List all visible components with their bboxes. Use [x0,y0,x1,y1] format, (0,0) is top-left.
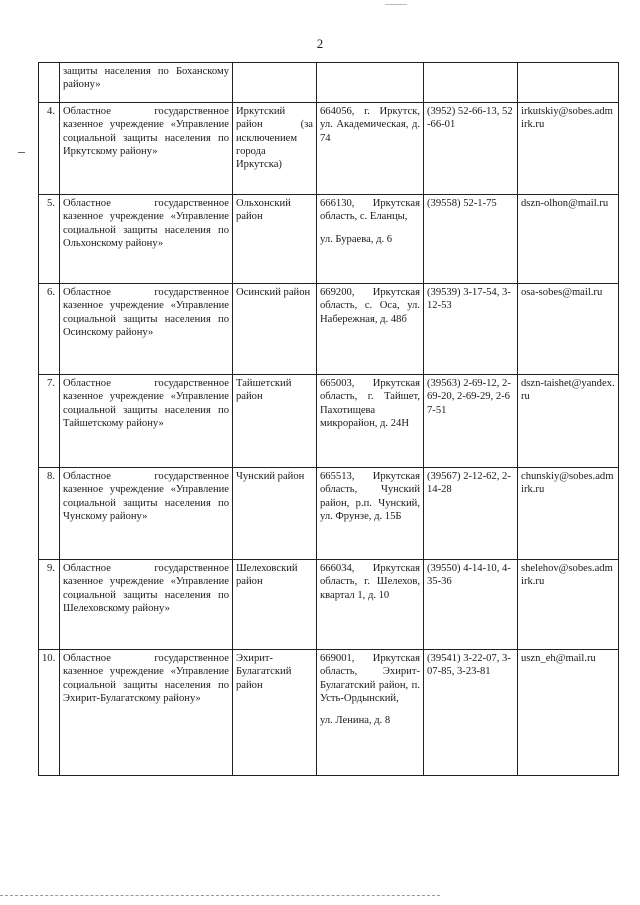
email-address: osa-sobes@mail.ru [521,287,603,298]
table-row [39,284,619,375]
table-row [39,560,619,650]
phone-numbers: (39550) 4-14-10, 4-35-36 [427,563,511,588]
address-cell [317,650,424,776]
phone-numbers: (39541) 3-22-07, 3-07-85, 3-23-81 [427,653,511,678]
organization-name-cell [60,560,233,650]
row-number-cell [39,63,60,103]
organization-name: Областное государственное казенное учреждение «Управление социальной защиты населения по Тайшетскому району» [63,378,229,429]
row-number: 8. [47,471,55,482]
organization-name: Областное государственное казенное учреждение «Управление социальной защиты населения по Эхирит-Булагатскому району» [63,653,229,704]
address-cell [317,375,424,468]
service-area: Осинский район [236,287,311,298]
organization-name: Областное государственное казенное учреждение «Управление социальной защиты населения по Осинскому району» [63,287,229,338]
email-address-cell [518,650,619,776]
phone-numbers-cell [424,560,518,650]
service-area: Шелеховский район [236,563,298,588]
row-number: 9. [47,563,55,574]
organization-name: Областное государственное казенное учреждение «Управление социальной защиты населения по Ольхонскому району» [63,198,229,249]
organization-name-cell [60,284,233,375]
address-spacer [320,705,420,714]
phone-numbers-cell [424,103,518,195]
email-address-cell [518,195,619,284]
organization-name-cell [60,468,233,560]
organization-name-cell [60,375,233,468]
address-line: 666130, Иркутская область, с. Еланцы, [320,198,420,223]
row-number-cell [39,103,60,195]
row-number-cell [39,560,60,650]
service-area: Тайшетский район [236,378,292,403]
email-address: shelehov@sobes.admirk.ru [521,563,613,588]
row-number: 5. [47,198,55,209]
service-area: Иркутский район (за исключением города Иркутска) [236,106,313,171]
phone-numbers-cell [424,650,518,776]
email-address-cell [518,375,619,468]
phone-numbers: (39539) 3-17-54, 3-12-53 [427,287,511,312]
email-address: chunskiy@sobes.admirk.ru [521,471,614,496]
organization-name-cell [60,195,233,284]
email-address-cell [518,103,619,195]
address-line: 666034, Иркутская область, г. Шелехов, квартал 1, д. 10 [320,563,420,601]
margin-mark [18,152,25,153]
address-line: 665003, Иркутская область, г. Тайшет, Пахотищева микрорайон, д. 24Н [320,378,420,429]
service-area-cell [233,650,317,776]
email-address: dszn-taishet@yandex.ru [521,378,615,403]
address-cell [317,284,424,375]
email-address-cell [518,560,619,650]
row-number: 6. [47,287,55,298]
service-area-cell [233,103,317,195]
organization-name-cell [60,63,233,103]
institutions-table [38,62,619,776]
address-spacer [320,224,420,233]
table-row [39,195,619,284]
phone-numbers: (39563) 2-69-12, 2-69-20, 2-69-29, 2-67-51 [427,378,511,416]
table-row [39,650,619,776]
organization-name-cell [60,103,233,195]
organization-name: Областное государственное казенное учреждение «Управление социальной защиты населения по Чунскому району» [63,471,229,522]
organization-name: защиты населения по Боханскому району» [63,66,229,91]
row-number-cell [39,284,60,375]
address-cell [317,63,424,103]
phone-numbers-cell [424,375,518,468]
table-row [39,63,619,103]
phone-numbers: (39567) 2-12-62, 2-14-28 [427,471,511,496]
page-number: 2 [316,36,324,51]
row-number: 7. [47,378,55,389]
email-address-cell [518,468,619,560]
address-line: ул. Бураева, д. 6 [320,233,393,245]
address-line: 664056, г. Иркутск, ул. Академическая, д. 74 [320,106,420,144]
row-number-cell [39,375,60,468]
email-address-cell [518,63,619,103]
service-area-cell [233,375,317,468]
service-area: Эхирит-Булагатский район [236,653,292,691]
address-cell [317,103,424,195]
row-number-cell [39,468,60,560]
address-line: ул. Ленина, д. 8 [320,715,391,727]
organization-name: Областное государственное казенное учреждение «Управление социальной защиты населения по Иркутскому району» [63,106,229,157]
row-number-cell [39,195,60,284]
phone-numbers-cell [424,468,518,560]
email-address-cell [518,284,619,375]
address-cell [317,195,424,284]
table-row [39,103,619,195]
phone-numbers-cell [424,284,518,375]
address-line: 669200, Иркутская область, с. Оса, ул. Набережная, д. 48б [320,287,420,325]
email-address: dszn-olhon@mail.ru [521,198,609,209]
top-edge-mark [385,0,407,5]
address-cell [317,468,424,560]
organization-name-cell [60,650,233,776]
address-line: 669001, Иркутская область, Эхирит-Булагатский район, п. Усть-Ордынский, [320,653,420,704]
row-number: 4. [47,106,55,117]
row-number: 10. [42,653,56,664]
phone-numbers-cell [424,63,518,103]
organization-name: Областное государственное казенное учреждение «Управление социальной защиты населения по Шелеховскому району» [63,563,229,614]
table-row [39,375,619,468]
phone-numbers: (39558) 52-1-75 [427,198,497,209]
service-area-cell [233,284,317,375]
phone-numbers-cell [424,195,518,284]
service-area: Ольхонский район [236,198,291,223]
row-number-cell [39,650,60,776]
service-area-cell [233,468,317,560]
address-cell [317,560,424,650]
email-address: irkutskiy@sobes.admirk.ru [521,106,613,131]
bottom-rule [0,895,440,896]
service-area-cell [233,63,317,103]
phone-numbers: (3952) 52-66-13, 52-66-01 [427,106,513,131]
service-area-cell [233,195,317,284]
address-line: 665513, Иркутская область, Чунский район, р.п. Чунский, ул. Фрунзе, д. 15Б [320,471,420,522]
service-area-cell [233,560,317,650]
table-row [39,468,619,560]
service-area: Чунский район [236,471,305,482]
email-address: uszn_eh@mail.ru [521,653,596,664]
